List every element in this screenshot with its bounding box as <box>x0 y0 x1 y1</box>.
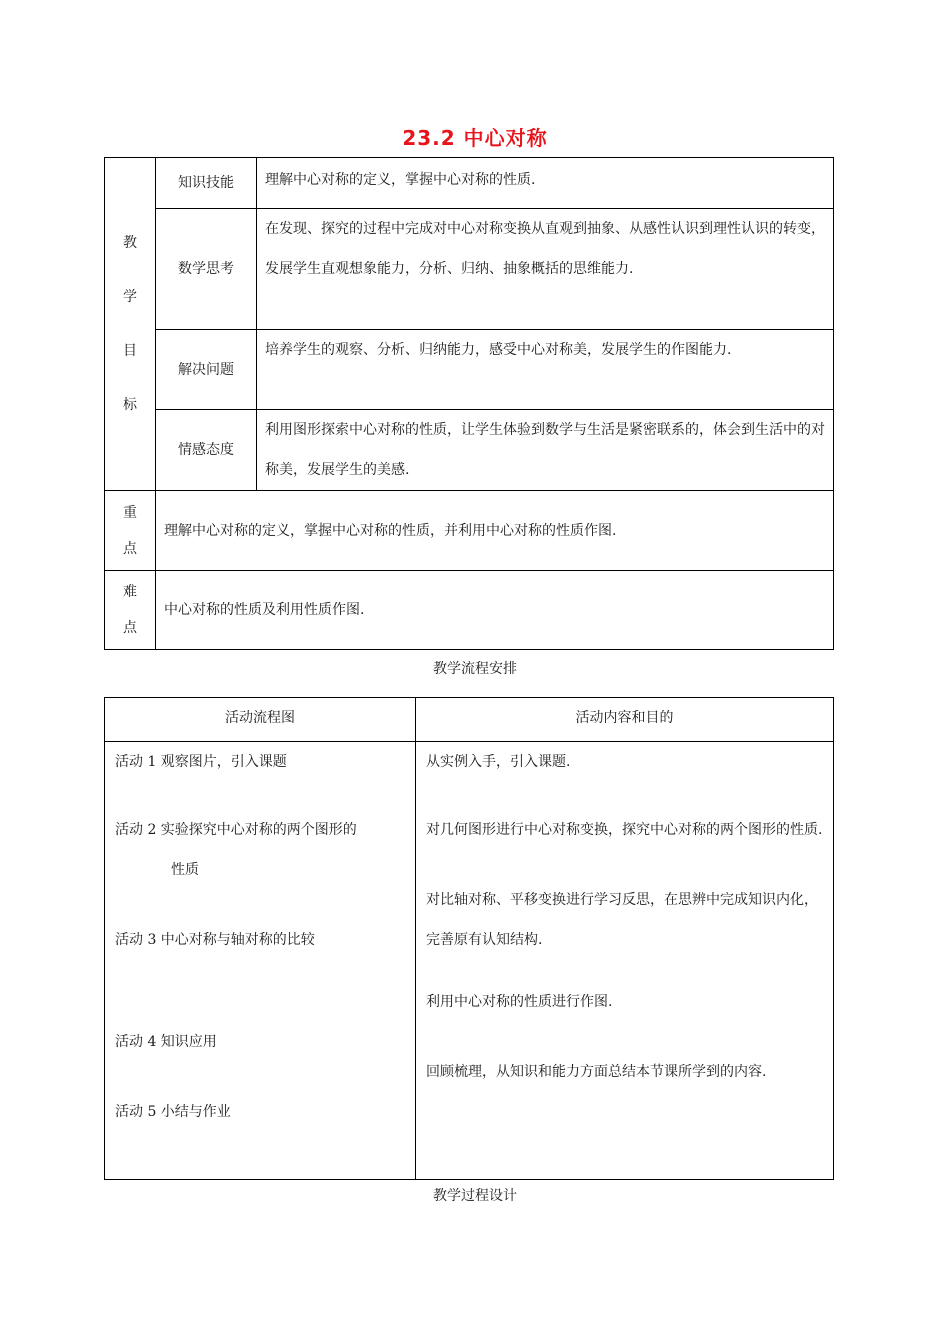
activity-step: 活动 2 实验探究中心对称的两个图形的 <box>115 822 357 838</box>
activity-content: 对比轴对称、平移变换进行学习反思，在思辨中完成知识内化，完善原有认知结构. <box>426 892 818 948</box>
key-point-text: 理解中心对称的定义，掌握中心对称的性质，并利用中心对称的性质作图. <box>156 491 834 571</box>
activity-step: 性质 <box>171 862 199 878</box>
activity-content-list <box>416 742 834 1180</box>
process-caption: 教学过程设计 <box>433 1188 517 1204</box>
flow-caption: 教学流程安排 <box>433 661 517 677</box>
activity-content: 从实例入手，引入课题. <box>426 754 571 770</box>
activity-step: 活动 3 中心对称与轴对称的比较 <box>115 932 315 948</box>
activity-content: 对几何图形进行中心对称变换，探究中心对称的两个图形的性质. <box>426 822 823 838</box>
key-point-label: 重 点 <box>105 491 156 571</box>
goal-dimension: 数学思考 <box>156 209 257 330</box>
goals-side-label: 教 学 目 标 <box>105 158 156 491</box>
difficulty-label: 难 点 <box>105 571 156 650</box>
activity-step: 活动 1 观察图片，引入课题 <box>115 754 287 770</box>
flow-header-content: 活动内容和目的 <box>416 698 834 742</box>
activity-step: 活动 4 知识应用 <box>115 1034 217 1050</box>
teaching-goals-table <box>104 157 834 650</box>
difficulty-text: 中心对称的性质及利用性质作图. <box>156 571 834 650</box>
goal-dimension: 知识技能 <box>156 158 257 209</box>
activity-list <box>105 742 416 1180</box>
flow-header-steps: 活动流程图 <box>105 698 416 742</box>
goal-text: 利用图形探索中心对称的性质，让学生体验到数学与生活是紧密联系的，体会到生活中的对称美，发展学生的美感. <box>257 410 834 491</box>
goal-text: 培养学生的观察、分析、归纳能力，感受中心对称美，发展学生的作图能力. <box>257 330 834 410</box>
activity-content: 回顾梳理，从知识和能力方面总结本节课所学到的内容. <box>426 1064 767 1080</box>
goal-dimension: 情感态度 <box>156 410 257 491</box>
page-title: 23.2 中心对称 <box>402 126 548 150</box>
activity-step: 活动 5 小结与作业 <box>115 1104 231 1120</box>
goal-dimension: 解决问题 <box>156 330 257 410</box>
teaching-flow-table <box>104 697 834 1180</box>
goal-text: 理解中心对称的定义，掌握中心对称的性质. <box>257 158 834 209</box>
goal-text: 在发现、探究的过程中完成对中心对称变换从直观到抽象、从感性认识到理性认识的转变，发展学生直观想象能力，分析、归纳、抽象概括的思维能力. <box>257 209 834 330</box>
activity-content: 利用中心对称的性质进行作图. <box>426 994 613 1010</box>
